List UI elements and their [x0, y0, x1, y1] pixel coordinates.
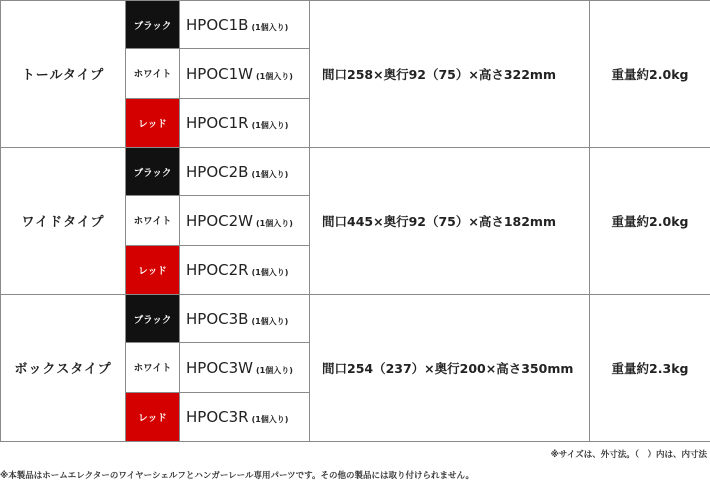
weight: 重量約2.0kg — [590, 147, 710, 294]
dimensions: 間口258×奥行92（75）×高さ322mm — [310, 1, 590, 148]
color-swatch-black: ブラック — [126, 147, 180, 195]
model-code: HPOC3R — [186, 408, 249, 427]
color-swatch-white: ホワイト — [126, 343, 180, 392]
table-row — [1, 147, 710, 195]
model-code: HPOC1W — [186, 64, 253, 83]
pack-quantity: (1個入り) — [251, 121, 289, 131]
pack-quantity: (1個入り) — [255, 218, 293, 228]
model-code: HPOC2R — [186, 261, 249, 280]
model-cell — [180, 49, 310, 98]
model-cell — [180, 392, 310, 441]
model-code: HPOC3W — [186, 358, 253, 377]
type-name: トールタイプ — [1, 1, 126, 148]
pack-quantity: (1個入り) — [251, 23, 289, 33]
model-cell — [180, 98, 310, 147]
color-swatch-red: レッド — [126, 245, 180, 294]
model-cell — [180, 196, 310, 245]
model-code: HPOC2B — [186, 163, 249, 182]
pack-quantity: (1個入り) — [255, 71, 293, 81]
model-cell — [180, 343, 310, 392]
color-swatch-red: レッド — [126, 392, 180, 441]
model-code: HPOC1R — [186, 114, 249, 133]
pack-quantity: (1個入り) — [251, 268, 289, 278]
dimensions: 間口254（237）×奥行200×高さ350mm — [310, 294, 590, 441]
size-note: ※サイズは、外寸法。（ ）内は、内寸法 — [550, 450, 707, 460]
table-row — [1, 294, 710, 342]
type-name: ワイドタイプ — [1, 147, 126, 294]
model-code: HPOC1B — [186, 16, 249, 35]
pack-quantity: (1個入り) — [255, 365, 293, 375]
model-cell — [180, 147, 310, 195]
product-note: ※本製品はホームエレクターのワイヤーシェルフとハンガーレール専用パーツです。その他の製品には取り付けられません。 — [0, 471, 474, 481]
pack-quantity: (1個入り) — [251, 317, 289, 327]
weight: 重量約2.0kg — [590, 1, 710, 148]
type-name: ボックスタイプ — [1, 294, 126, 441]
model-cell — [180, 294, 310, 342]
color-swatch-black: ブラック — [126, 1, 180, 49]
color-swatch-white: ホワイト — [126, 196, 180, 245]
color-swatch-white: ホワイト — [126, 49, 180, 98]
color-swatch-red: レッド — [126, 98, 180, 147]
model-cell — [180, 245, 310, 294]
pack-quantity: (1個入り) — [251, 170, 289, 180]
model-cell — [180, 1, 310, 49]
model-code: HPOC3B — [186, 310, 249, 329]
pack-quantity: (1個入り) — [251, 415, 289, 425]
model-code: HPOC2W — [186, 211, 253, 230]
dimensions: 間口445×奥行92（75）×高さ182mm — [310, 147, 590, 294]
table-row — [1, 1, 710, 49]
weight: 重量約2.3kg — [590, 294, 710, 441]
color-swatch-black: ブラック — [126, 294, 180, 342]
